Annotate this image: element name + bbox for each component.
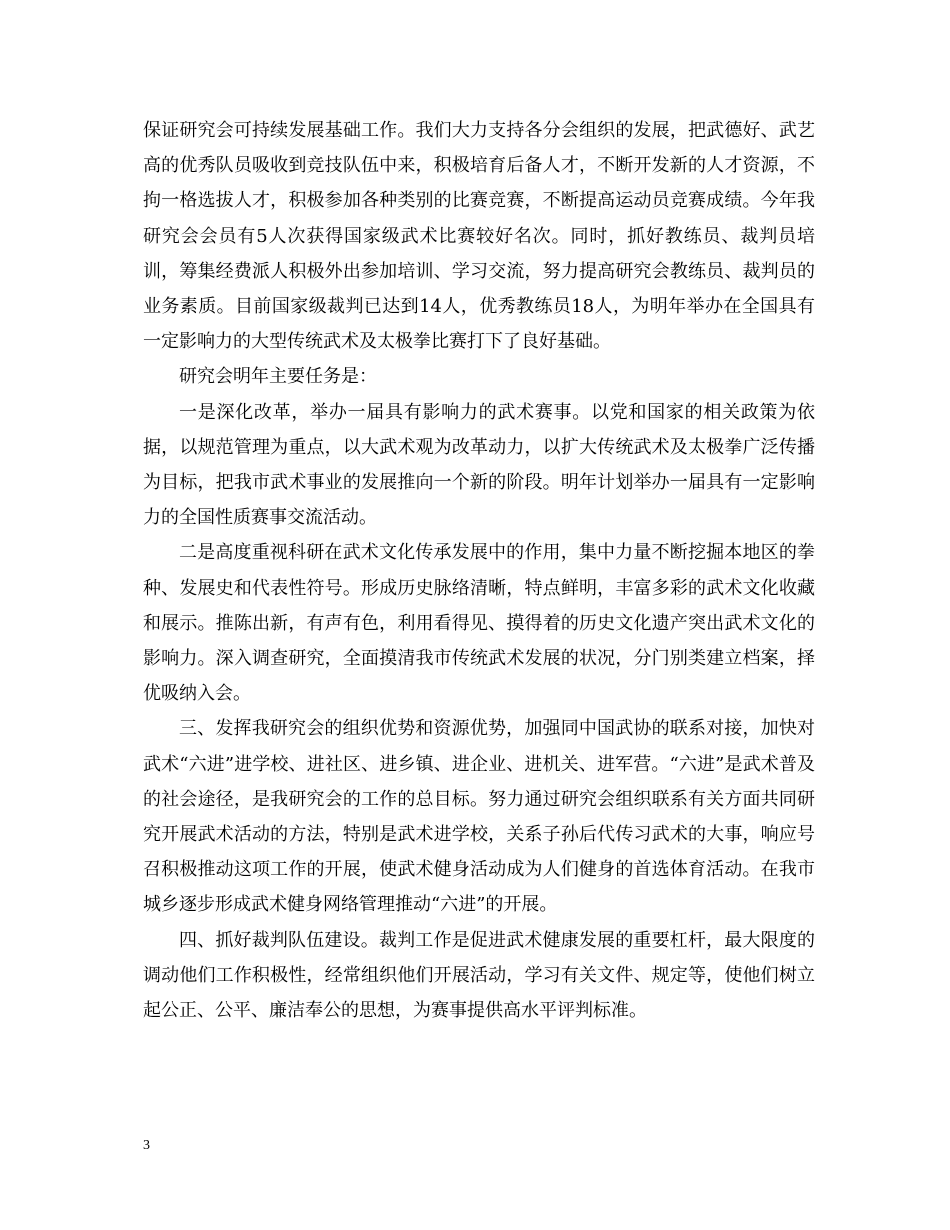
paragraph-next-year-tasks-heading: 研究会明年主要任务是： [179, 366, 377, 388]
paragraph-task-four: 四、抓好裁判队伍建设。裁判工作是促进武术健康发展的重要杠杆，最大限度的调动他们工作积极性，经常组织他们开展活动，学习有关文件、规定等，使他们树立起公正、公平、廉洁奉公的思想，为赛事提供高水平评判标准。 [143, 929, 815, 1022]
paragraph-task-three: 三、发挥我研究会的组织优势和资源优势，加强同中国武协的联系对接，加快对武术“六进”进学校、进社区、进乡镇、进企业、进机关、进军营。“六进”是武术普及的社会途径，是我研究会的工作的总目标。努力通过研究会组织联系有关方面共同研究开展武术活动的方法，特别是武术进学校，关系子孙后代传习武术的大事，响应号召积极推动这项工作的开展，使武术健身活动成为人们健身的首选体育活动。在我市城乡逐步形成武术健身网络管理推动“六进”的开展。 [143, 718, 815, 916]
paragraph-talent-development: 保证研究会可持续发展基础工作。我们大力支持各分会组织的发展，把武德好、武艺高的优秀队员吸收到竞技队伍中来，积极培育后备人才，不断开发新的人才资源，不拘一格选拔人才，积极参加各种类别的比赛竞赛，不断提高运动员竞赛成绩。今年我研究会会员有5人次获得国家级武术比赛较好名次。同时，抓好教练员、裁判员培训，筹集经费派人积极外出参加培训、学习交流，努力提高研究会教练员、裁判员的业务素质。目前国家级裁判已达到14人，优秀教练员18人，为明年举办在全国具有一定影响力的大型传统武术及太极拳比赛打下了良好基础。 [143, 120, 815, 353]
page-number: 3 [143, 1138, 150, 1153]
document-body [143, 113, 815, 1028]
paragraph-task-one: 一是深化改革，举办一届具有影响力的武术赛事。以党和国家的相关政策为依据，以规范管理为重点，以大武术观为改革动力，以扩大传统武术及太极拳广泛传播为目标，把我市武术事业的发展推向一个新的阶段。明年计划举办一届具有一定影响力的全国性质赛事交流活动。 [143, 401, 815, 529]
paragraph-task-two: 二是高度重视科研在武术文化传承发展中的作用，集中力量不断挖掘本地区的拳种、发展史和代表性符号。形成历史脉络清晰，特点鲜明，丰富多彩的武术文化收藏和展示。推陈出新，有声有色，利用看得见、摸得着的历史文化遗产突出武术文化的影响力。深入调查研究，全面摸清我市传统武术发展的状况，分门别类建立档案，择优吸纳入会。 [143, 542, 815, 705]
